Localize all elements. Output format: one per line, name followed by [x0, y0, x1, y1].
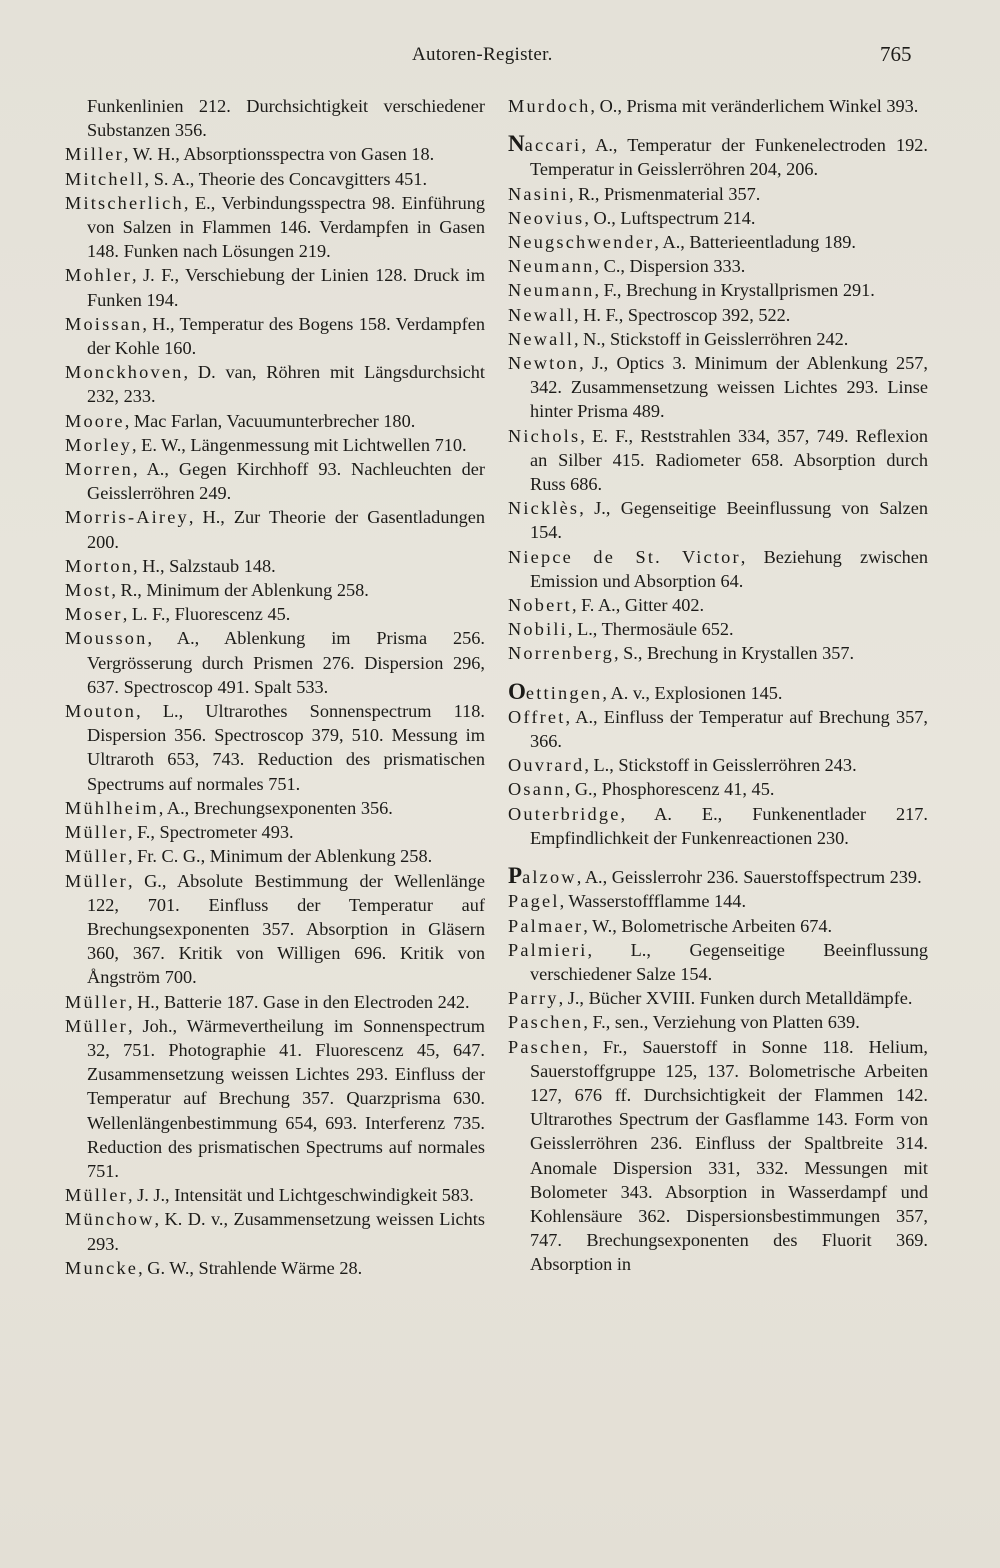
entry-references: Funkenlinien 212. Durchsichtigkeit verschiedener Substanzen 356. [87, 96, 485, 141]
entry-references: , K. D. v., Zusammensetzung weissen Lichts 293. [87, 1209, 485, 1254]
index-entry [508, 753, 928, 777]
author-name: Morton [65, 555, 134, 576]
author-name: Muncke [65, 1257, 139, 1278]
index-entry [508, 94, 928, 118]
author-name: Müller [65, 991, 128, 1012]
index-entry [508, 986, 928, 1010]
author-name: Münchow [65, 1209, 155, 1230]
entry-references: , H., Salzstaub 148. [133, 555, 276, 576]
author-name: Morley [65, 434, 133, 455]
entry-references: , H., Temperatur des Bogens 158. Verdampfen der Kohle 160. [87, 313, 485, 359]
entry-references: , D. van, Röhren mit Längsdurchsicht 232, 233. [87, 362, 485, 407]
author-name: Parry [508, 988, 559, 1009]
author-name: Mousson [65, 628, 148, 649]
entry-references: , L., Thermosäule 652. [567, 619, 734, 640]
entry-references: , A. v., Explosionen 145. [602, 682, 783, 703]
entry-references: , L., Stickstoff in Geisslerröhren 243. [584, 755, 857, 776]
entry-references: , A., Batterieentladung 189. [654, 232, 856, 253]
author-name: Norrenberg [508, 643, 614, 664]
index-entry [65, 554, 485, 578]
index-entry [508, 182, 928, 206]
author-name: Müller [65, 870, 128, 891]
author-name: Nichols [508, 425, 581, 446]
entry-references: , F., Brechung in Krystallprismen 291. [594, 280, 875, 301]
index-entry [508, 545, 928, 593]
entry-references: , L., Gegenseitige Beeinflussung verschiedener Salze 154. [530, 939, 928, 984]
author-name: Monckhoven [65, 362, 184, 383]
entry-references: , A., Geisslerrohr 236. Sauerstoffspectrum 239. [576, 867, 922, 888]
entry-references: , C., Dispersion 333. [594, 256, 746, 277]
index-entry [65, 1014, 485, 1183]
author-name: Nobert [508, 595, 572, 616]
entry-references: , A., Gegen Kirchhoff 93. Nachleuchten der Geisslerröhren 249. [87, 459, 485, 504]
author-name: Moore [65, 410, 125, 431]
index-entry [508, 254, 928, 278]
entry-references: , L., Ultrarothes Sonnenspectrum 118. Dispersion 356. Spectroscop 379, 510. Messung im Ultraroth 653, 743. Reduction des prismatischen Spectrums auf normales 751. [87, 701, 485, 794]
entry-references: , A., Temperatur der Funkenelectroden 192. Temperatur in Geisslerröhren 204, 206. [530, 135, 928, 180]
index-entry [508, 617, 928, 641]
index-entry [508, 680, 928, 705]
index-column-right [508, 94, 928, 1277]
index-entry [65, 699, 485, 796]
index-entry [65, 167, 485, 191]
author-name: Müller [65, 822, 128, 843]
entry-references: , A. E., Funkenentlader 217. Empfindlichkeit der Funkenreactionen 230. [530, 803, 928, 848]
index-entry [508, 230, 928, 254]
letter-section-gap [508, 666, 928, 680]
index-entry [508, 132, 928, 181]
author-name: Nicklès [508, 498, 580, 519]
entry-references: , E. F., Reststrahlen 334, 357, 749. Reflexion an Silber 415. Radiometer 658. Absorption durch Russ 686. [530, 425, 928, 495]
index-entry [65, 796, 485, 820]
author-name: Müller [65, 1015, 128, 1036]
author-name: Outerbridge [508, 803, 621, 824]
author-name: Nasini [508, 183, 569, 204]
entry-references: , E., Verbindungsspectra 98. Einführung von Salzen in Flammen 146. Verdampfen in Gasen 148. Funken nach Lösungen 219. [87, 192, 485, 262]
author-name: Mouton [65, 701, 137, 722]
author-name: Offret [508, 706, 566, 727]
entry-references: , H., Zur Theorie der Gasentladungen 200. [87, 507, 485, 552]
index-entry [65, 409, 485, 433]
entry-references: , Fr., Sauerstoff in Sonne 118. Helium, Sauerstoffgruppe 125, 137. Bolometrische Arbeiten 127, 676 ff. Durchsichtigkeit der Flammen 142. Ultrarothes Spectrum der Gasflamme 143. Form von Geisslerröhren 236. Einfluss der Spaltbreite 314. Anomale Dispersion 331, 332. Messungen mit Bolometer 343. Absorption in Wasserdampf und Kohlensäure 362. Dispersionsbestimmungen 357, 747. Brechungsexponenten des Fluorit 369. Absorption in [530, 1036, 928, 1275]
author-name: alzow [522, 867, 577, 888]
index-entry [508, 777, 928, 801]
entry-references: , E. W., Längenmessung mit Lichtwellen 710. [132, 434, 467, 455]
index-entry [508, 914, 928, 938]
author-name: Müller [65, 1185, 128, 1206]
author-name: Newall [508, 328, 574, 349]
entry-references: , H., Batterie 187. Gase in den Electroden 242. [127, 991, 470, 1012]
index-entry [65, 578, 485, 602]
entry-references: , G., Absolute Bestimmung der Wellenlänge 122, 701. Einfluss der Temperatur auf Brechungsexponenten 357. Absorption in Gläsern 360, 367. Kritik von Willigen 696. Kritik von Ångström 700. [87, 870, 485, 988]
entry-references: , Beziehung zwischen Emission und Absorption 64. [530, 546, 928, 591]
entry-references: , O., Luftspectrum 214. [584, 207, 756, 228]
entry-references: , H. F., Spectroscop 392, 522. [574, 304, 791, 325]
index-entry [65, 263, 485, 311]
index-column-left [65, 94, 485, 1280]
entry-references: , F., sen., Verziehung von Platten 639. [583, 1012, 860, 1033]
index-entry [508, 278, 928, 302]
author-name: ettingen [525, 682, 603, 703]
author-name: Osann [508, 779, 566, 800]
letter-section-gap [508, 118, 928, 132]
index-entry [508, 889, 928, 913]
author-name: Moissan [65, 313, 143, 334]
index-entry [65, 869, 485, 990]
index-entry [65, 602, 485, 626]
entry-references: , A., Ablenkung im Prisma 256. Vergrösserung durch Prismen 276. Dispersion 296, 637. Spectroscop 491. Spalt 533. [87, 628, 485, 697]
entry-references: , S., Brechung in Krystallen 357. [613, 643, 855, 664]
author-name: Murdoch [508, 96, 591, 116]
author-name: Pagel [508, 891, 560, 912]
entry-references: , Wasserstoffflamme 144. [559, 891, 747, 912]
author-name: accari [524, 135, 582, 156]
author-name: Newton [508, 353, 580, 374]
index-entry [508, 864, 928, 889]
index-entry [508, 1035, 928, 1277]
running-title: Autoren-Register. [412, 44, 553, 65]
entry-references: , J. J., Intensität und Lichtgeschwindigkeit 583. [127, 1185, 474, 1206]
index-entry [508, 496, 928, 544]
author-name: Ouvrard [508, 755, 585, 776]
entry-references: , R., Minimum der Ablenkung 258. [111, 580, 369, 601]
author-name: Palmieri [508, 939, 588, 960]
index-entry [65, 990, 485, 1014]
index-entry [508, 351, 928, 424]
author-name: Palmaer [508, 915, 584, 936]
index-entry [65, 1183, 485, 1207]
entry-references: , F., Spectrometer 493. [127, 822, 294, 843]
entry-references: , F. A., Gitter 402. [571, 595, 705, 616]
index-entry [508, 206, 928, 230]
index-entry [65, 312, 485, 360]
letter-section-gap [508, 850, 928, 864]
author-name: Nobili [508, 619, 568, 640]
author-name: Mitscherlich [65, 192, 184, 213]
index-entry [65, 820, 485, 844]
entry-references: , S. A., Theorie des Concavgitters 451. [144, 168, 428, 189]
index-entry [65, 142, 485, 166]
page-number: 765 [880, 42, 912, 66]
entry-references: , W., Bolometrische Arbeiten 674. [583, 915, 833, 936]
index-entry [65, 94, 485, 142]
index-entry [65, 360, 485, 408]
entry-references: , A., Einfluss der Temperatur auf Brechung 357, 366. [530, 706, 928, 752]
section-initial: O [508, 678, 526, 704]
entry-references: , N., Stickstoff in Geisslerröhren 242. [574, 328, 849, 349]
index-entry [65, 433, 485, 457]
index-entry [65, 191, 485, 264]
index-entry [65, 1256, 485, 1280]
author-name: Morris-Airey [65, 507, 189, 528]
author-name: Paschen [508, 1036, 584, 1057]
author-name: Neumann [508, 256, 595, 277]
index-entry [65, 626, 485, 699]
author-name: Moser [65, 604, 123, 625]
section-initial: N [508, 131, 525, 157]
entry-references: , J., Bücher XVIII. Funken durch Metalldämpfe. [558, 988, 913, 1009]
index-entry [508, 327, 928, 351]
index-entry [508, 593, 928, 617]
author-name: Paschen [508, 1012, 584, 1033]
index-entry [508, 938, 928, 986]
entry-references: , A., Brechungsexponenten 356. [158, 797, 393, 818]
index-entry [508, 303, 928, 327]
entry-references: , J. F., Verschiebung der Linien 128. Druck im Funken 194. [87, 265, 485, 310]
entry-references: , R., Prismenmaterial 357. [568, 183, 761, 204]
author-name: Morren [65, 459, 134, 480]
entry-references: , J., Optics 3. Minimum der Ablenkung 257, 342. Zusammensetzung weissen Lichtes 293. Linse hinter Prisma 489. [530, 353, 928, 422]
entry-references: , Fr. C. G., Minimum der Ablenkung 258. [127, 846, 433, 867]
author-name: Niepce de St. Victor [508, 546, 741, 567]
author-name: Mühlheim [65, 797, 159, 818]
index-entry [508, 424, 928, 497]
index-entry [508, 705, 928, 753]
entry-references: , Mac Farlan, Vacuumunterbrecher 180. [124, 410, 416, 431]
author-name: Mohler [65, 265, 133, 286]
index-entry [65, 505, 485, 553]
index-entry [65, 844, 485, 868]
author-name: Neugschwender [508, 232, 655, 253]
index-entry [508, 802, 928, 850]
index-entry [65, 1207, 485, 1255]
index-entry [65, 457, 485, 505]
index-entry [508, 641, 928, 665]
entry-references: , L. F., Fluorescenz 45. [122, 604, 291, 625]
index-entry [508, 1010, 928, 1034]
entry-references: , Joh., Wärmevertheilung im Sonnenspectrum 32, 751. Photographie 41. Fluorescenz 45, 647. Zusammensetzung weissen Lichtes 293. Einfluss der Temperatur auf Brechung 357. Quarzprisma 630. Wellenlängenbestimmung 654, 693. Interferenz 735. Reduction des prismatischen Spectrums auf normales 751. [87, 1015, 485, 1181]
author-name: Müller [65, 846, 128, 867]
entry-references: , G. W., Strahlende Wärme 28. [138, 1257, 363, 1278]
author-name: Mitchell [65, 168, 145, 189]
entry-references: , J., Gegenseitige Beeinflussung von Salzen 154. [530, 498, 928, 543]
entry-references: , W. H., Absorptionsspectra von Gasen 18. [123, 144, 435, 165]
entry-references: , O., Prisma mit veränderlichem Winkel 393. [590, 96, 919, 116]
author-name: Neumann [508, 280, 595, 301]
entry-references: , G., Phosphorescenz 41, 45. [565, 779, 775, 800]
section-initial: P [508, 863, 523, 889]
author-name: Miller [65, 144, 124, 165]
author-name: Most [65, 580, 112, 601]
author-name: Newall [508, 304, 574, 325]
author-name: Neovius [508, 207, 585, 228]
